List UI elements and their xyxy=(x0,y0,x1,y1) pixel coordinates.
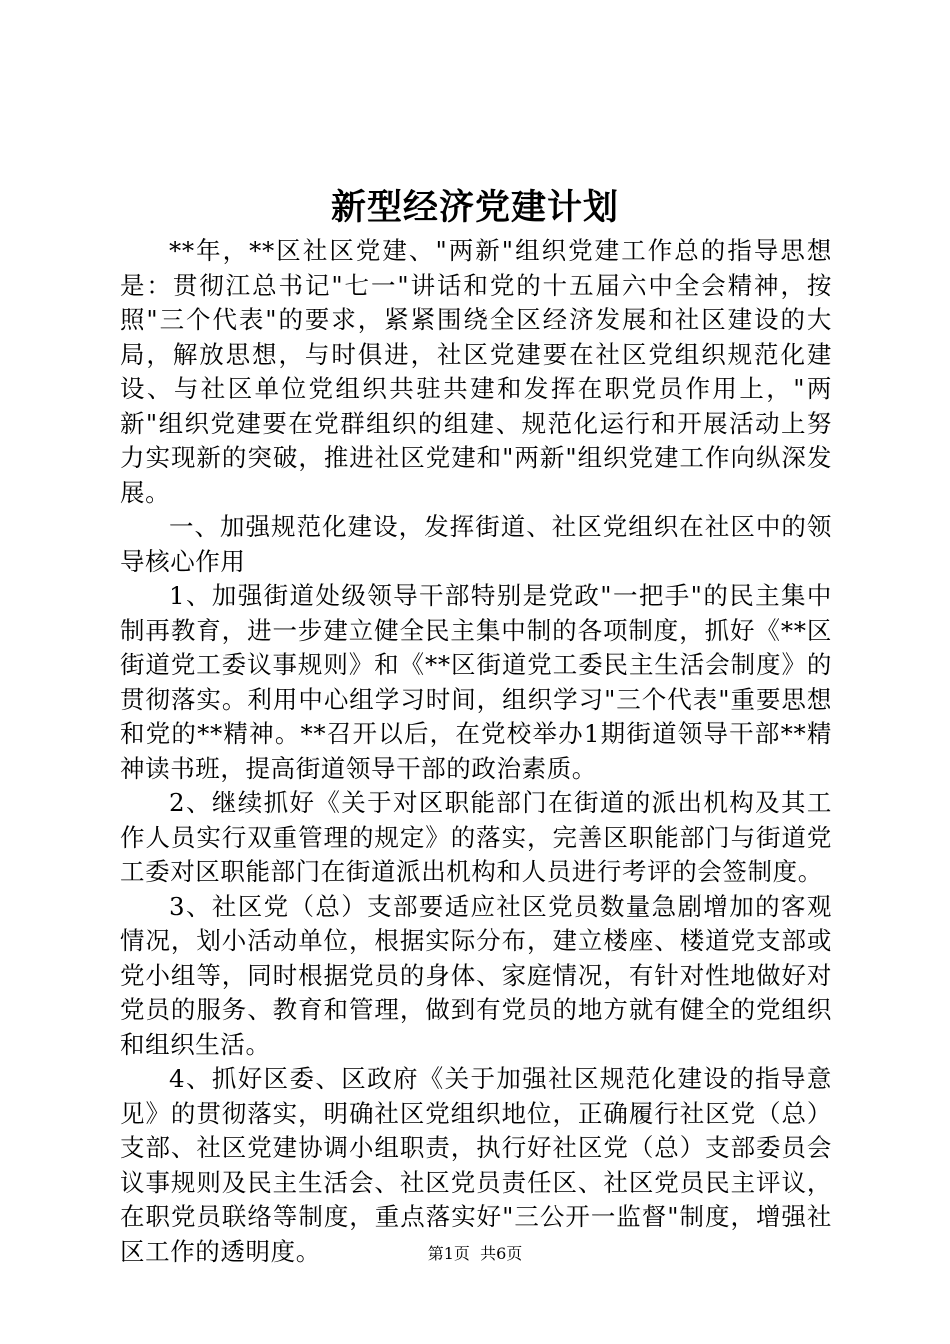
paragraph-item-3: 3、社区党（总）支部要适应社区党员数量急剧增加的客观情况，划小活动单位，根据实际分布，建立楼座、楼道党支部或党小组等，同时根据党员的身体、家庭情况，有针对性地做好对党员的服务、教育和管理，做到有党员的地方就有健全的党组织和组织生活。 xyxy=(120,891,832,1059)
document-title: 新型经济党建计划 xyxy=(330,187,619,228)
paragraph-item-2: 2、继续抓好《关于对区职能部门在街道的派出机构及其工作人员实行双重管理的规定》的落实，完善区职能部门与街道党工委对区职能部门在街道派出机构和人员进行考评的会签制度。 xyxy=(120,788,832,886)
page-footer xyxy=(0,1243,950,1265)
document-body xyxy=(120,234,832,1269)
paragraph-item-4: 4、抓好区委、区政府《关于加强社区规范化建设的指导意见》的贯彻落实，明确社区党组织地位，正确履行社区党（总）支部、社区党建协调小组职责，执行好社区党（总）支部委员会议事规则及民主生活会、社区党员责任区、社区党员民主评议，在职党员联络等制度，重点落实好"三公开一监督"制度，增强社区工作的透明度。 xyxy=(120,1064,832,1266)
page-total: 共6页 xyxy=(480,1244,523,1263)
paragraph-item-1: 1、加强街道处级领导干部特别是党政"一把手"的民主集中制再教育，进一步建立健全民主集中制的各项制度，抓好《**区街道党工委议事规则》和《**区街道党工委民主生活会制度》的贯彻落实。利用中心组学习时间，组织学习"三个代表"重要思想和党的**精神。**召开以后，在党校举办1期街道领导干部**精神读书班，提高街道领导干部的政治素质。 xyxy=(120,581,832,783)
page-number: 第1页 xyxy=(427,1244,470,1263)
paragraph-guiding-thought: **年，**区社区党建、"两新"组织党建工作总的指导思想是：贯彻江总书记"七一"讲话和党的十五届六中全会精神，按照"三个代表"的要求，紧紧围绕全区经济发展和社区建设的大局，解放思想，与时俱进，社区党建要在社区党组织规范化建设、与社区单位党组织共驻共建和发挥在职党员作用上，"两新"组织党建要在党群组织的组建、规范化运行和开展活动上努力实现新的突破，推进社区党建和"两新"组织党建工作向纵深发展。 xyxy=(120,236,832,507)
section-heading-1: 一、加强规范化建设，发挥街道、社区党组织在社区中的领导核心作用 xyxy=(120,512,832,576)
